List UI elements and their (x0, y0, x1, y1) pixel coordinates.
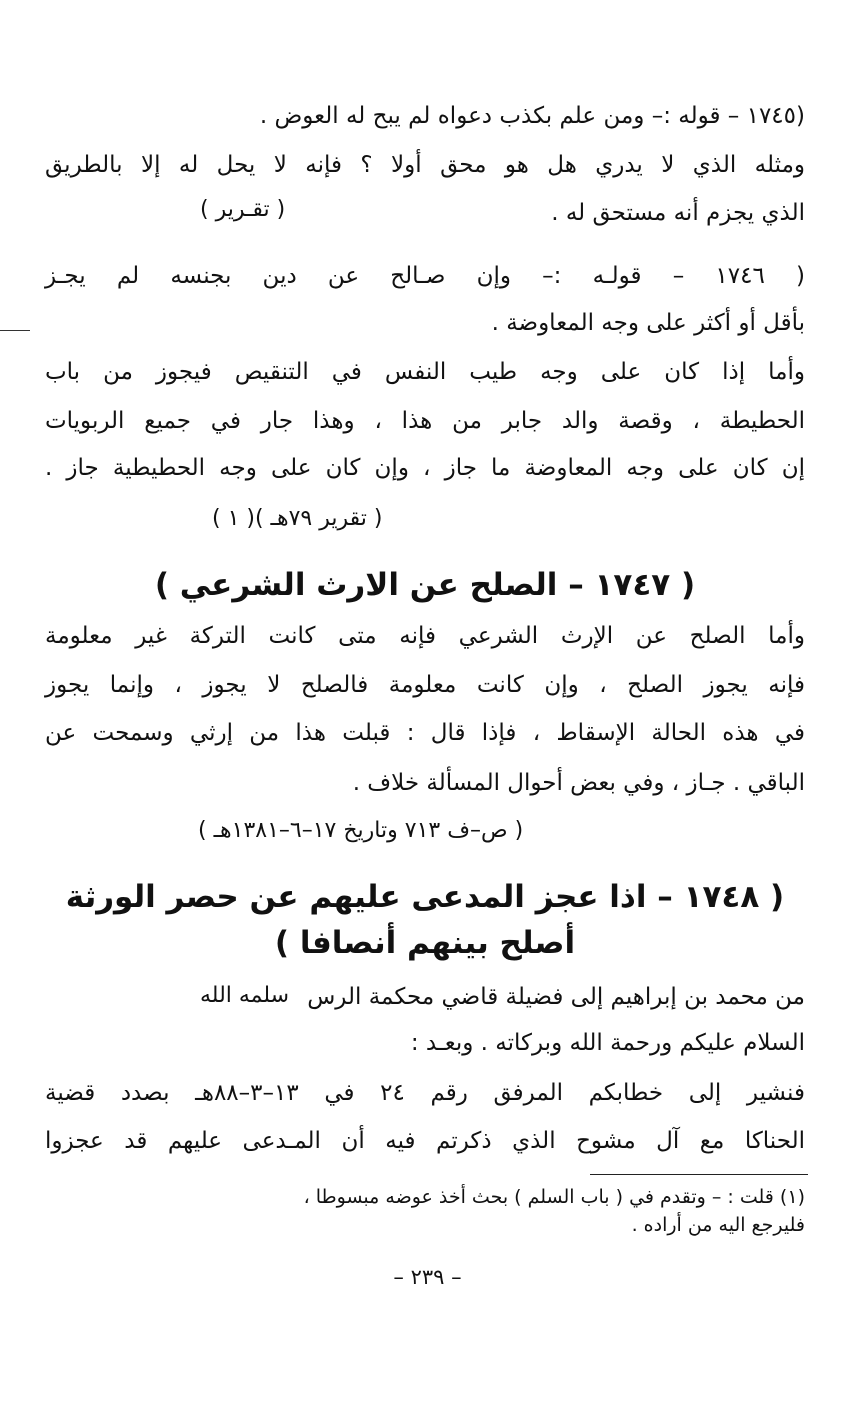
footnote-line-2: فليرجع اليه من أراده . (631, 1214, 805, 1236)
entry-1745-line-1: (١٧٤٥ – قوله :– ومن علم بكذب دعواه لم يبح له العوض . (259, 103, 805, 129)
footnote-line-1: (١) قلت : – وتقدم في ( باب السلم ) بحث أخذ عوضه مبسوطا ، (303, 1186, 805, 1208)
entry-1747-heading: ( ١٧٤٧ – الصلح عن الارث الشرعي ) (154, 567, 696, 603)
entry-1745-source: ( تقـرير ) (200, 197, 286, 222)
footnote-separator (590, 1174, 808, 1175)
entry-1745-line-2: ومثله الذي لا يدري هل هو محق أولا ؟ فإنه لا يحل له إلا بالطريق (45, 152, 805, 178)
entry-1747-line-3: في هذه الحالة الإسقاط ، فإذا قال : قبلت هذا من إرثي وسمحت عن (45, 720, 805, 746)
entry-1748-heading-line-1: ( ١٧٤٨ – اذا عجز المدعى عليهم عن حصر الورثة (65, 879, 785, 915)
entry-1746-line-3: وأما إذا كان على وجه طيب النفس في التنقيص فيجوز من باب (45, 359, 805, 385)
entry-1747-line-2: فإنه يجوز الصلح ، وإن كانت معلومة فالصلح لا يجوز ، وإنما يجوز (45, 672, 805, 698)
entry-1748-salutation: سلمه الله (200, 983, 290, 1008)
entry-1747-line-4: الباقي . جـاز ، وفي بعض أحوال المسألة خلاف . (352, 770, 805, 796)
entry-1748-opening: من محمد بن إبراهيم إلى فضيلة قاضي محكمة الرس (307, 984, 805, 1010)
entry-1747-source: ( ص–ف ٧١٣ وتاريخ ١٧–٦–١٣٨١هـ ) (198, 818, 524, 843)
page-number: – ٢٣٩ – (393, 1265, 462, 1289)
entry-1745-line-3: الذي يجزم أنه مستحق له . (551, 200, 805, 226)
entry-1746-source: ( تقرير ٧٩هـ )( ١ ) (212, 506, 383, 531)
entry-1748-line-3: الحناكا مع آل مشوح الذي ذكرتم فيه أن المـدعى عليهم قد عجزوا (45, 1128, 805, 1154)
entry-1748-heading-line-2: أصلح بينهم أنصافا ) (274, 925, 576, 961)
entry-1748-line-2: فنشير إلى خطابكم المرفق رقم ٢٤ في ١٣–٣–٨٨هـ بصدد قضية (45, 1080, 805, 1106)
entry-1747-line-1: وأما الصلح عن الإرث الشرعي فإنه متى كانت التركة غير معلومة (45, 623, 805, 649)
entry-1746-line-1: ( ١٧٤٦ – قولـه :– وإن صـالح عن دين بجنسه لم يجـز (45, 263, 805, 289)
entry-1746-line-4: الحطيطة ، وقصة والد جابر من هذا ، وهذا جار في جميع الربويات (45, 408, 805, 434)
entry-1746-line-5: إن كان على وجه المعاوضة ما جاز ، وإن كان على وجه الحطيطية جاز . (45, 455, 805, 481)
entry-1746-line-2: بأقل أو أكثر على وجه المعاوضة . (491, 310, 805, 336)
margin-mark (0, 330, 30, 331)
entry-1748-line-1: السلام عليكم ورحمة الله وبركاته . وبعـد : (410, 1030, 805, 1056)
